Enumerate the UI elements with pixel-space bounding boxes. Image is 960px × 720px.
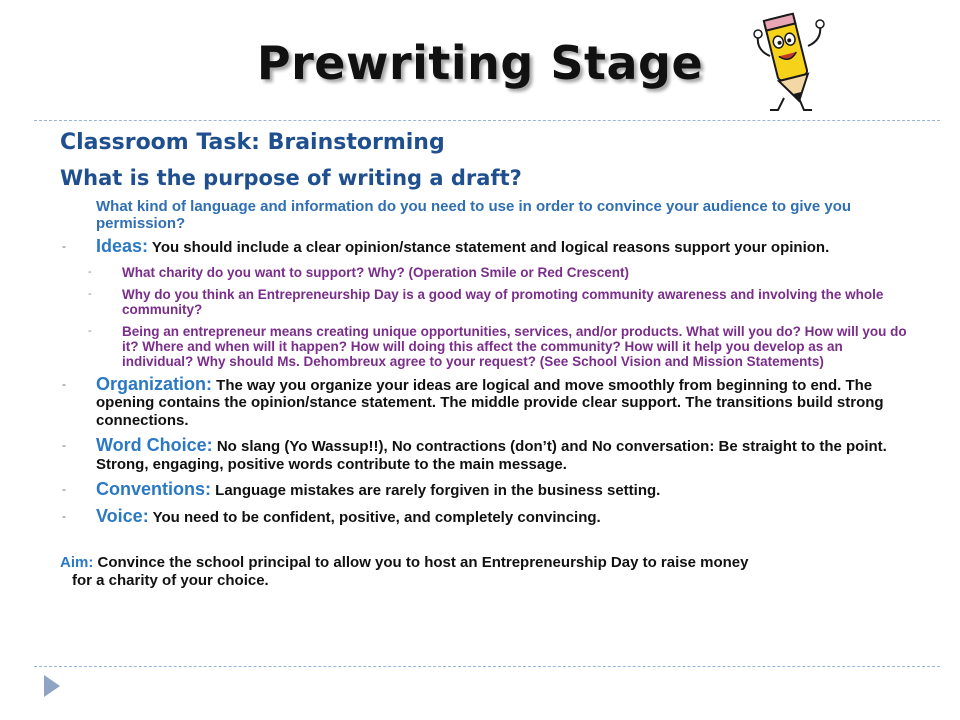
task-heading: Classroom Task: Brainstorming [60, 130, 445, 155]
slide-body [60, 128, 910, 590]
bullet-marker: - [62, 482, 66, 496]
bullet-marker: - [62, 376, 66, 391]
bullet-ideas [62, 236, 910, 257]
bullet-key: Voice: [96, 505, 149, 526]
top-divider [34, 120, 940, 121]
bottom-divider [34, 666, 940, 667]
sub-bullet-marker: - [88, 324, 92, 337]
bullet-conventions [62, 479, 910, 500]
bullet-text: The way you organize your ideas are logical and move smoothly from beginning to end. The opening contains the opinion/stance statement. The middle provide clear support. The transitions build strong connections. [96, 376, 884, 429]
bullet-text: You need to be confident, positive, and completely convincing. [148, 508, 601, 526]
bullet-marker: - [62, 508, 66, 523]
bullet-text: No slang (Yo Wassup!!), No contractions (don’t) and No conversation: Be straight to the point. Strong, engaging, positive words contribute to the main message. [96, 438, 887, 473]
lead-paragraph: What kind of language and information do you need to use in order to convince your audience to give you permission? [96, 198, 852, 232]
sub-bullet [88, 323, 910, 369]
sub-bullet-text: Being an entrepreneur means creating unique opportunities, services, and/or products. What will you do? How will you do it? Where and when will it happen? How will doing this affect the community? How will it help you develop as an individual? Why should Ms. Dehombreux agree to your request? (See School Vision and Mission Statements) [122, 323, 907, 369]
next-slide-arrow-icon[interactable] [44, 675, 60, 697]
sub-bullet-marker: - [88, 287, 92, 300]
bullet-marker: - [62, 438, 66, 452]
bullet-organization [62, 373, 910, 430]
bullet-key: Organization: [96, 373, 212, 394]
aim-key: Aim: [60, 554, 94, 571]
aim-text: Convince the school principal to allow you to host an Entrepreneurship Day to raise money [93, 554, 749, 571]
bullet-marker: - [62, 239, 66, 253]
pencil-mascot-icon [748, 6, 830, 114]
bullet-voice [62, 505, 910, 527]
aim-text-continued: for a charity of your choice. [72, 572, 269, 589]
sub-bullet [88, 286, 910, 317]
sub-bullet [88, 264, 910, 280]
question-heading: What is the purpose of writing a draft? [60, 166, 522, 190]
sub-bullet-marker: - [88, 265, 92, 278]
bullet-key: Word Choice: [96, 435, 213, 455]
aim-statement [60, 554, 910, 590]
sub-bullet-text: What charity do you want to support? Why? (Operation Smile or Red Crescent) [122, 264, 630, 280]
bullet-word-choice [62, 435, 910, 473]
sub-bullet-text: Why do you think an Entrepreneurship Day is a good way of promoting community awareness and involving the whole community? [122, 286, 884, 317]
bullet-key: Conventions: [96, 479, 211, 499]
bullet-key: Ideas: [96, 236, 149, 256]
bullet-text: Language mistakes are rarely forgiven in the business setting. [211, 482, 661, 499]
slide-title: Prewriting Stage [256, 36, 704, 90]
bullet-text: You should include a clear opinion/stance statement and logical reasons support your opinion. [148, 239, 830, 256]
